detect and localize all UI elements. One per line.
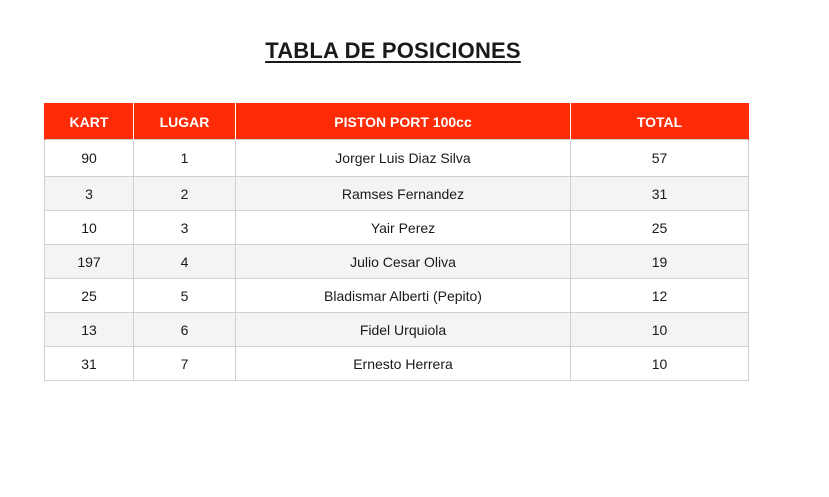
cell-kart: 3 — [45, 177, 134, 211]
table-row — [45, 140, 749, 177]
table-row — [45, 177, 749, 211]
cell-lugar: 5 — [134, 279, 236, 313]
column-header-lugar: LUGAR — [134, 104, 236, 140]
cell-lugar: 7 — [134, 347, 236, 381]
cell-kart: 31 — [45, 347, 134, 381]
table-row — [45, 211, 749, 245]
cell-driver: Julio Cesar Oliva — [236, 245, 571, 279]
cell-driver: Jorger Luis Diaz Silva — [236, 140, 571, 177]
cell-kart: 10 — [45, 211, 134, 245]
cell-kart: 90 — [45, 140, 134, 177]
table-row — [45, 347, 749, 381]
cell-driver: Bladismar Alberti (Pepito) — [236, 279, 571, 313]
table-header-row — [45, 104, 749, 140]
cell-kart: 25 — [45, 279, 134, 313]
cell-lugar: 4 — [134, 245, 236, 279]
cell-total: 10 — [571, 347, 749, 381]
column-header-kart: KART — [45, 104, 134, 140]
cell-lugar: 1 — [134, 140, 236, 177]
column-header-class: PISTON PORT 100cc — [236, 104, 571, 140]
cell-driver: Ernesto Herrera — [236, 347, 571, 381]
cell-lugar: 3 — [134, 211, 236, 245]
cell-total: 25 — [571, 211, 749, 245]
cell-lugar: 6 — [134, 313, 236, 347]
page-title: TABLA DE POSICIONES — [265, 38, 521, 63]
cell-total: 31 — [571, 177, 749, 211]
cell-driver: Yair Perez — [236, 211, 571, 245]
cell-lugar: 2 — [134, 177, 236, 211]
table-row — [45, 279, 749, 313]
cell-total: 19 — [571, 245, 749, 279]
cell-driver: Ramses Fernandez — [236, 177, 571, 211]
cell-kart: 197 — [45, 245, 134, 279]
cell-kart: 13 — [45, 313, 134, 347]
cell-total: 10 — [571, 313, 749, 347]
cell-driver: Fidel Urquiola — [236, 313, 571, 347]
cell-total: 12 — [571, 279, 749, 313]
cell-total: 57 — [571, 140, 749, 177]
table-row — [45, 245, 749, 279]
standings-table — [44, 103, 749, 381]
table-row — [45, 313, 749, 347]
column-header-total: TOTAL — [571, 104, 749, 140]
